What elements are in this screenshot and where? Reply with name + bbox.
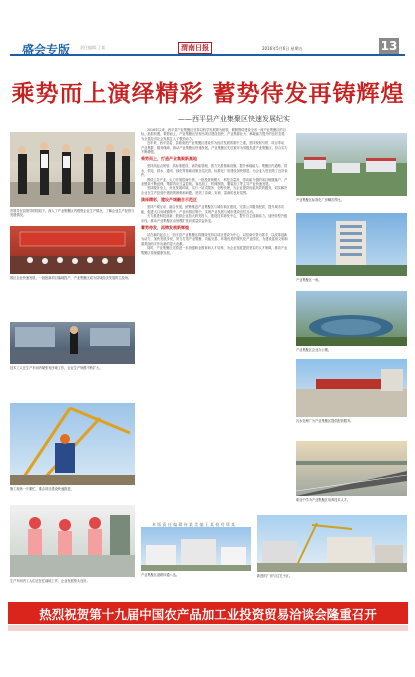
caption-9: 污水处理厂为产业集聚区提供配套服务。 bbox=[296, 419, 354, 423]
caption-6: 产业集聚区标准化厂房鳞次栉比。 bbox=[296, 198, 344, 202]
caption-11: 产业集聚区道路四通八达。 bbox=[141, 573, 180, 577]
section-heading-2: 演绎精彩，建设产城融合示范区 bbox=[141, 197, 197, 203]
photo-new-buildings bbox=[141, 527, 251, 571]
caption-5: 生产车间内工人们正在忙碌地工作，企业发展势头良好。 bbox=[10, 579, 90, 583]
caption-8: 产业集聚区企业办公楼。 bbox=[296, 348, 332, 352]
buildings-illustration bbox=[141, 527, 251, 571]
photo-construction bbox=[10, 403, 135, 485]
photo-factory-worker bbox=[10, 322, 135, 364]
photo-officials-visit bbox=[10, 132, 135, 207]
article-intro: 2016年以来，西平县产业集聚区坚持以科学发展观为统领，紧紧围绕建设全省一流产业集聚区的目标，抢抓机遇，乘势而上，产业集聚区呈现出项目建设加快、产业集群壮大、承载能力提升的良好态势，为全县经济社会发展注入了强劲动力。 bbox=[141, 128, 288, 141]
editor-credit-line: 本 版 责 任 编 辑 何 某 美 编 王 某 校 对 郑 某 bbox=[152, 522, 236, 527]
article-p7: 站在新的起点上，西平县产业集聚区将继续坚持以项目建设为中心，以招商引资为抓手，以改革创新为动力，加快发展步伐，努力打造产业集聚、功能完善、环境优美的现代化产业园区，为建设富裕文明和谐美丽西平作出新的更大贡献。 bbox=[141, 232, 288, 246]
photo-office-building bbox=[296, 213, 407, 276]
article-p5: 坚持产城互动、融合发展，统筹推进产业集聚区与城市新区建设，完善公共服务配套，提升城市功能，促进人口向城镇集中、产业向园区集中，实现产业发展与城市建设良性互动。 bbox=[141, 205, 285, 214]
article-p8: 同时，产业集聚区还将进一步加强职业教育和人才培养，为企业发展提供坚实的人才保障，推动产业集聚区持续健康发展。 bbox=[141, 246, 288, 255]
photo-ceremony bbox=[10, 226, 135, 274]
people-illustration bbox=[10, 132, 135, 207]
photo-vocational-school bbox=[296, 359, 407, 417]
aerial-illustration bbox=[296, 133, 407, 196]
caption-10: 职业中学为产业集聚区培养技术人才。 bbox=[296, 498, 351, 502]
section-heading-3: 蓄势待发，再铸发展新辉煌 bbox=[141, 224, 189, 230]
pond-illustration bbox=[296, 291, 407, 346]
article-p1: 近年来，西平县委、县政府把产业集聚区建设作为经济发展的重中之重，坚持规划引领、项目带动、产业集群、服务保障，推动产业集聚区快速发展。产业集聚区先后被评为省级先进产业集聚区，综合实力不断增强。 bbox=[141, 141, 288, 155]
photo-production-line bbox=[10, 505, 135, 577]
section-title: 盛会专版 bbox=[22, 43, 71, 57]
road-illustration bbox=[296, 441, 407, 496]
article-p4: 坚持服务至上，优化发展环境。实行一站式服务、全程代理，为企业提供优质高效的服务，切实解决企业在生产经营中遇到的困难和问题，营造了亲商、安商、富商的良好氛围。 bbox=[141, 186, 288, 195]
photo-water-treatment bbox=[296, 291, 407, 346]
photo-aerial-factories bbox=[296, 133, 407, 196]
caption-7: 产业集聚区一角。 bbox=[296, 278, 322, 282]
workshop-illustration bbox=[10, 322, 135, 364]
footer-slogan: 热烈祝贺第十九届中国农产品加工业投资贸易洽谈会隆重召开 bbox=[39, 607, 377, 622]
page-header bbox=[0, 40, 415, 68]
footer-banner bbox=[8, 602, 408, 624]
subheadline: ——西平县产业集聚区快速发展纪实 bbox=[178, 115, 290, 123]
header-editor: 责任编辑 丁某 bbox=[80, 45, 106, 50]
section-heading-1: 乘势而上，打造产业集聚新高地 bbox=[141, 156, 197, 162]
page-number: 13 bbox=[380, 39, 398, 53]
article-p6: 大力推进科技创新，鼓励企业加大研发投入，建设技术研发中心，提升自主创新能力，加快转型升级步伐，推动产业集聚区由规模扩张向质量效益转变。 bbox=[141, 214, 288, 223]
crane-illustration bbox=[10, 403, 135, 485]
article-p2: 坚持高起点规划、高标准建设、高效能管理，着力完善基础设施，提升承载能力。集聚区内道路、供水、供电、排水、通讯、绿化等基础设施日趋完善，标准化厂房建设加快推进，为企业入驻创造了良好条件。 bbox=[141, 164, 288, 178]
masthead-logo: 渭南日报 bbox=[178, 42, 212, 54]
production-illustration bbox=[10, 505, 135, 577]
footer-strip bbox=[8, 625, 408, 631]
school-gate-illustration bbox=[296, 359, 407, 417]
caption-2: 园区企业快速发展，一批批新项目落地投产，产业集聚区成为县域经济发展的主战场。 bbox=[10, 276, 132, 280]
caption-4: 施工现场一片繁忙，重点项目建设快速推进。 bbox=[10, 487, 74, 491]
ceremony-illustration bbox=[10, 226, 135, 274]
article-p3: 围绕主导产业，大力开展招商引资，一批投资规模大、科技含量高、带动能力强的项目相继落户，产业链条不断延伸，集群效应日益显现。食品加工、机械制造、服装加工等主导产业快速发展。 bbox=[141, 177, 288, 187]
building-illustration bbox=[296, 213, 407, 276]
article-middle bbox=[141, 128, 289, 520]
park-illustration bbox=[257, 515, 407, 572]
photo-highway bbox=[296, 441, 407, 496]
main-headline: 乘势而上演绎精彩 蓄势待发再铸辉煌 bbox=[11, 81, 405, 107]
issue-date: 2016年5月6日 星期五 bbox=[262, 46, 303, 51]
photo-industrial-park bbox=[257, 515, 407, 572]
caption-1: 市领导在县领导的陪同下，深入了产业集聚区内观察企业生产情况，了解企业生产经营与发展情况。 bbox=[10, 209, 135, 217]
caption-12: 新建的厂房与住宅小区。 bbox=[257, 574, 293, 578]
caption-3: 技术工人在生产车间内紧张有序地工作，企业生产规模不断扩大。 bbox=[10, 366, 103, 370]
